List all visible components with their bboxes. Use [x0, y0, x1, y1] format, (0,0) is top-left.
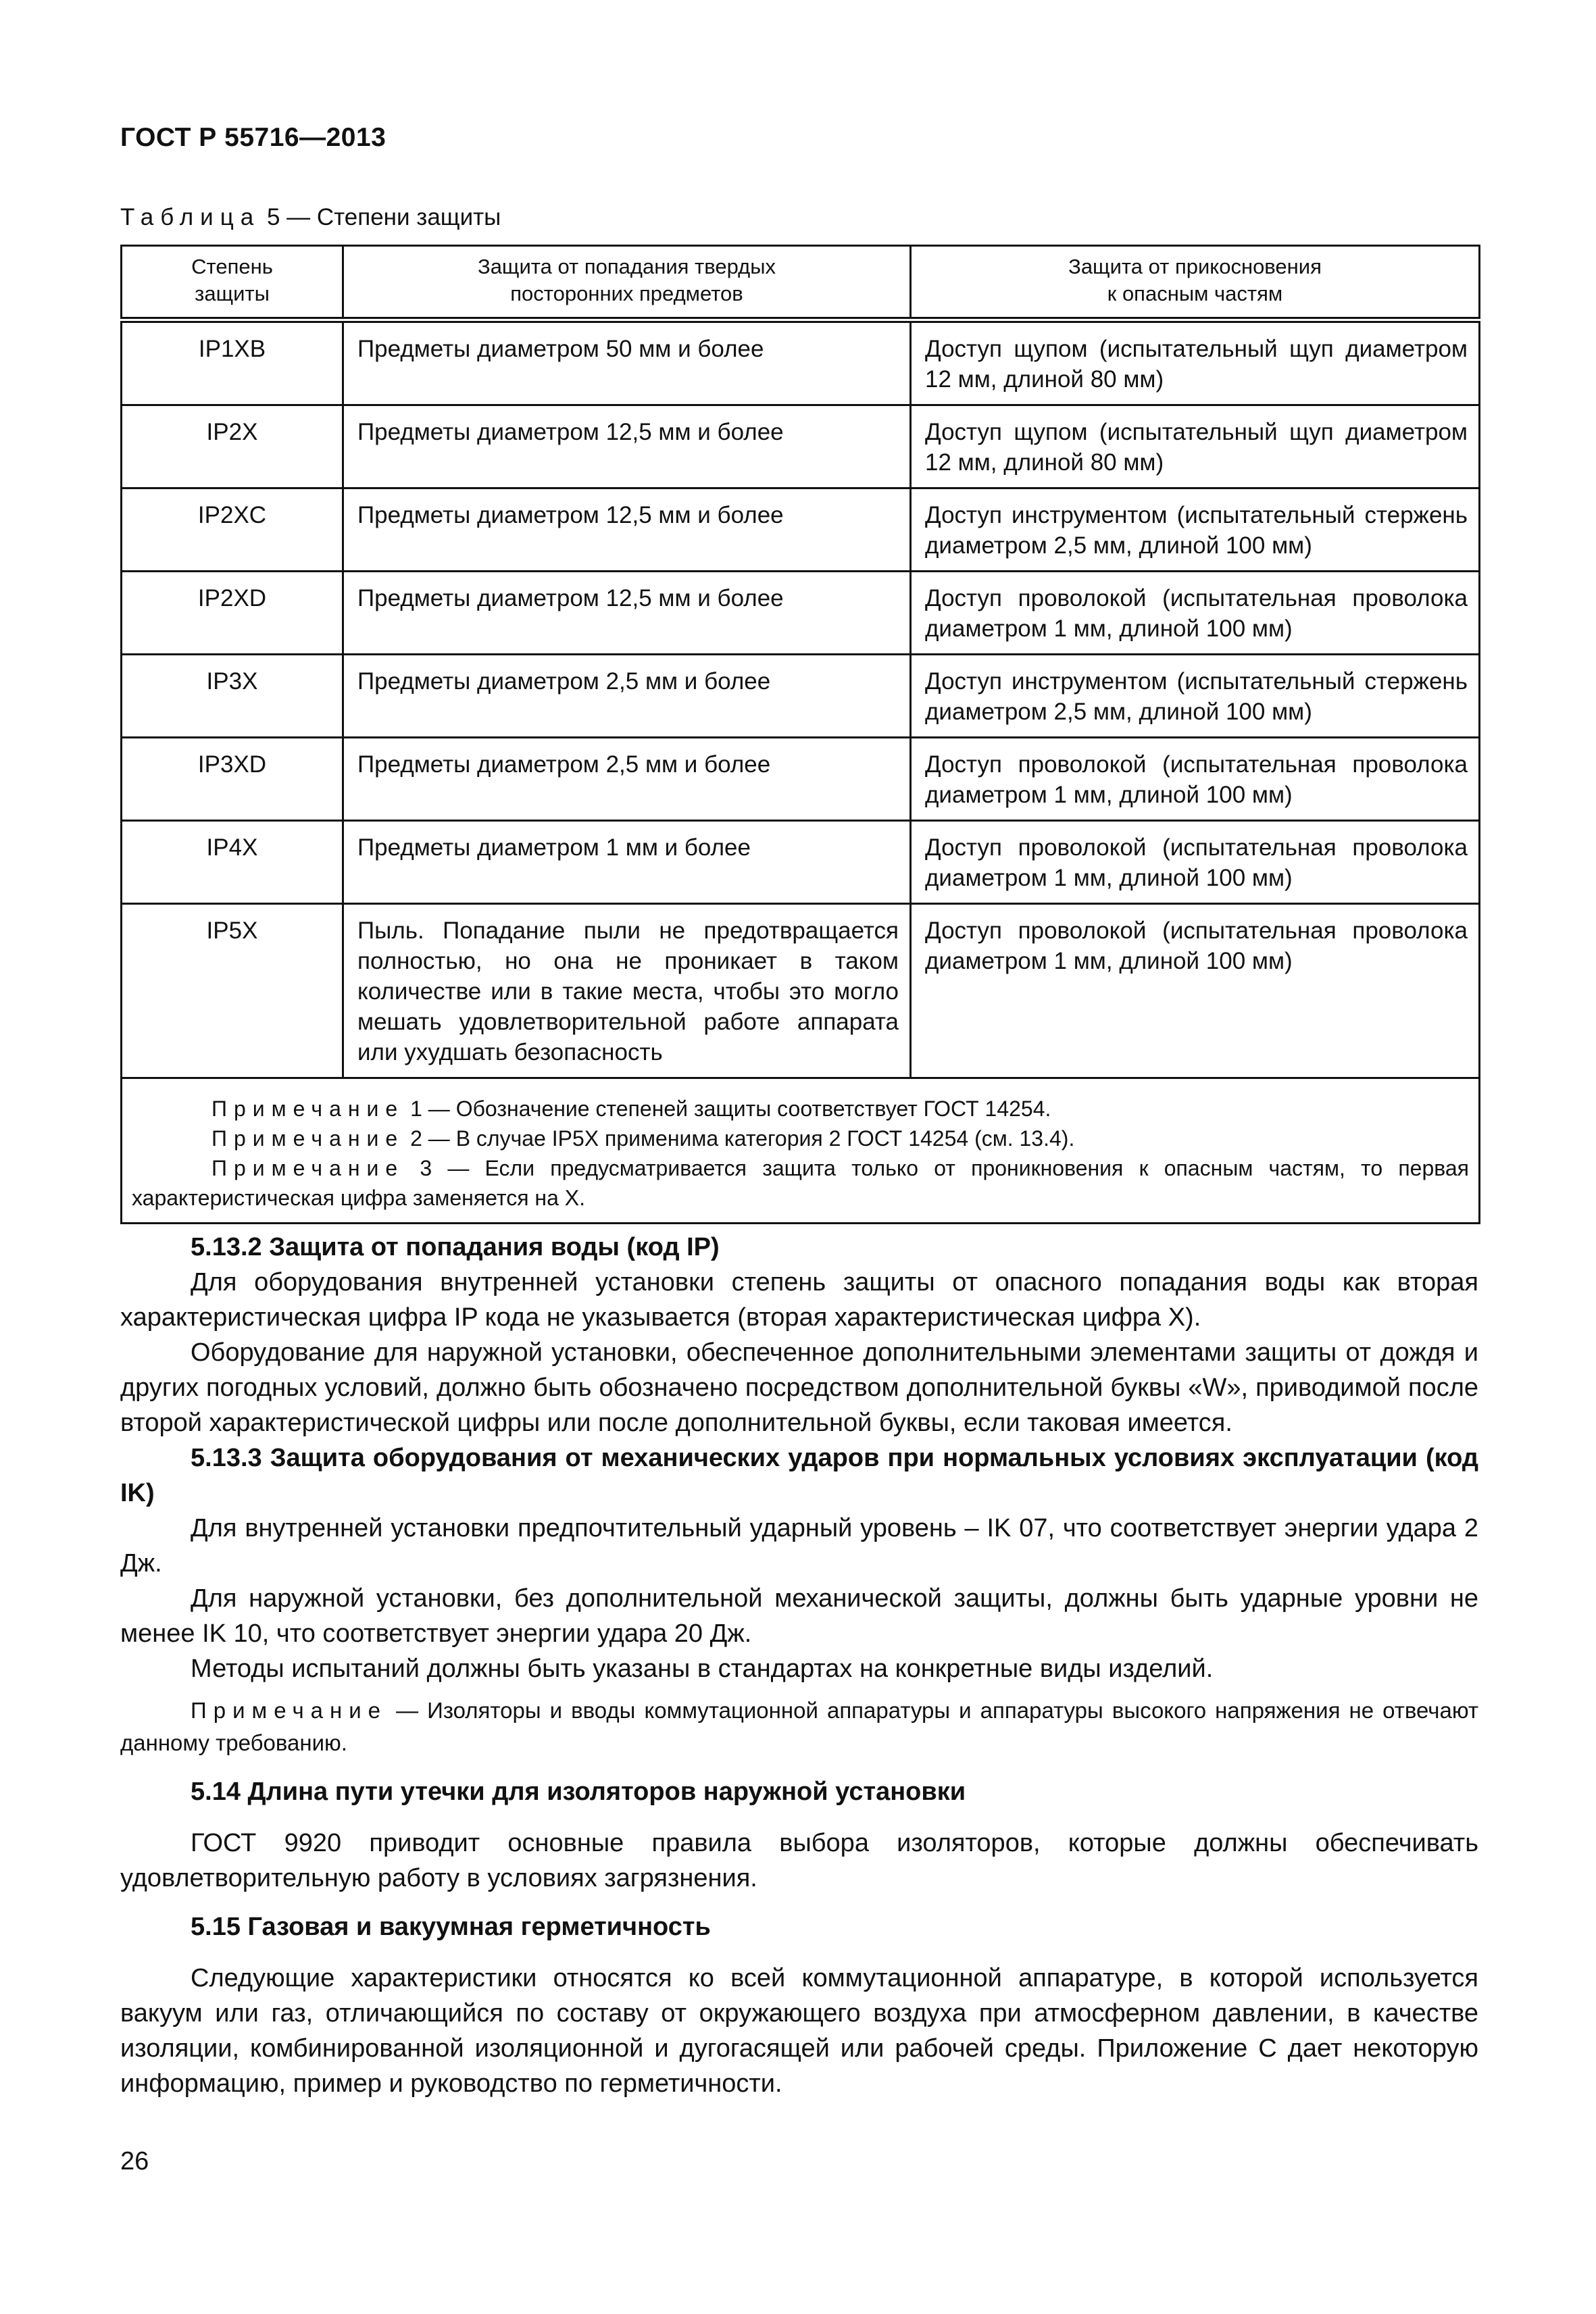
section-heading-5-15: 5.15 Газовая и вакуумная герметичность — [191, 1913, 711, 1941]
table-cell-contact: Доступ проволокой (испытательная проволока диаметром 1 мм, длиной 100 мм) — [911, 821, 1480, 904]
table-row — [122, 821, 1480, 904]
table-cell-solids: Предметы диаметром 12,5 мм и более — [343, 572, 911, 655]
column-header-solids-text: Защита от попадания твердых посторонних предметов — [477, 255, 776, 305]
table-note-text: 2 — В случае IP5X применима категория 2 ГОСТ 14254 (см. 13.4). — [404, 1126, 1075, 1151]
table-note-label: Примечание — [211, 1126, 405, 1151]
table-cell-contact: Доступ инструментом (испытательный стержень диаметром 2,5 мм, длиной 100 мм) — [911, 655, 1480, 738]
section-note-text: — Изоляторы и вводы коммутационной аппаратуры и аппаратуры высокого напряжения не отвечают данному требованию. — [120, 1698, 1478, 1755]
column-header-solids — [343, 246, 911, 320]
section-heading-5-13-3: 5.13.3 Защита оборудования от механических ударов при нормальных условиях эксплуатации (код IK) — [120, 1444, 1478, 1507]
paragraph: ГОСТ 9920 приводит основные правила выбора изоляторов, которые должны обеспечивать удовлетворительную работу в условиях загрязнения. — [120, 1829, 1478, 1892]
table-cell-contact: Доступ щупом (испытательный щуп диаметром 12 мм, длиной 80 мм) — [911, 405, 1480, 488]
paragraph: Методы испытаний должны быть указаны в стандартах на конкретные виды изделий. — [191, 1655, 1214, 1683]
paragraph: Для оборудования внутренней установки степень защиты от опасного попадания воды как вторая характеристическая цифра IP кода не указывается (вторая характеристическая цифра X). — [120, 1268, 1478, 1332]
column-header-contact-text: Защита от прикосновения к опасным частям — [1068, 255, 1322, 305]
table-row — [122, 488, 1480, 572]
table-cell-solids: Пыль. Попадание пыли не предотвращается полностью, но она не проникает в таком количестве или в такие места, чтобы это могло мешать удовлетворительной работе аппарата или ухудшать безопасность — [343, 904, 911, 1078]
column-header-degree-text: Степень защиты — [191, 255, 273, 305]
section-note — [120, 1694, 1478, 1759]
table-cell-code: IP4X — [122, 821, 343, 904]
table-cell-solids: Предметы диаметром 50 мм и более — [343, 320, 911, 405]
body-text — [120, 1230, 1478, 2101]
table-cell-code: IP5X — [122, 904, 343, 1078]
section-heading-5-13-2: 5.13.2 Защита от попадания воды (код IP) — [191, 1233, 720, 1261]
table-header-row — [122, 246, 1480, 320]
table-row — [122, 655, 1480, 738]
paragraph: Для наружной установки, без дополнительной механической защиты, должны быть ударные уровни не менее IK 10, что соответствует энергии удара 20 Дж. — [120, 1584, 1478, 1648]
protection-degrees-table — [120, 245, 1480, 1224]
column-header-contact — [911, 246, 1480, 320]
table-caption — [120, 204, 501, 231]
table-cell-code: IP1XB — [122, 320, 343, 405]
table-cell-solids: Предметы диаметром 2,5 мм и более — [343, 655, 911, 738]
table-cell-solids: Предметы диаметром 12,5 мм и более — [343, 405, 911, 488]
section-note-label: Примечание — [191, 1698, 388, 1723]
table-note-2 — [132, 1124, 1469, 1153]
table-cell-contact: Доступ инструментом (испытательный стержень диаметром 2,5 мм, длиной 100 мм) — [911, 488, 1480, 572]
paragraph: Для внутренней установки предпочтительный ударный уровень – IK 07, что соответствует энергии удара 2 Дж. — [120, 1514, 1478, 1578]
table-cell-code: IP3XD — [122, 738, 343, 821]
paragraph: Следующие характеристики относятся ко всей коммутационной аппаратуре, в которой используется вакуум или газ, отличающийся по составу от окружающего воздуха при атмосферном давлении, в качестве изоляции, комбинированной изоляционной и дугогасящей или рабочей среды. Приложение С дает некоторую информацию, пример и руководство по герметичности. — [120, 1964, 1478, 2098]
paragraph: Оборудование для наружной установки, обеспеченное дополнительными элементами защиты от дождя и других погодных условий, должно быть обозначено посредством дополнительной буквы «W», приводимой после второй характеристической цифры или после дополнительной буквы, если таковая имеется. — [120, 1338, 1478, 1437]
table-row — [122, 738, 1480, 821]
table-note-label: Примечание — [211, 1156, 405, 1180]
column-header-degree — [122, 246, 343, 320]
table-cell-contact: Доступ проволокой (испытательная проволока диаметром 1 мм, длиной 100 мм) — [911, 572, 1480, 655]
table-row — [122, 405, 1480, 488]
table-cell-contact: Доступ проволокой (испытательная проволока диаметром 1 мм, длиной 100 мм) — [911, 904, 1480, 1078]
document-header: ГОСТ Р 55716—2013 — [120, 123, 386, 152]
table-cell-solids: Предметы диаметром 2,5 мм и более — [343, 738, 911, 821]
table-cell-contact: Доступ проволокой (испытательная проволока диаметром 1 мм, длиной 100 мм) — [911, 738, 1480, 821]
table-row — [122, 904, 1480, 1078]
table-note-1 — [132, 1094, 1469, 1124]
table-caption-label: Таблица — [120, 204, 261, 230]
table-row — [122, 572, 1480, 655]
table-notes-row — [122, 1078, 1480, 1224]
table-note-text: 1 — Обозначение степеней защиты соответствует ГОСТ 14254. — [404, 1097, 1051, 1121]
table-cell-code: IP2XD — [122, 572, 343, 655]
table-row — [122, 320, 1480, 405]
section-heading-5-14: 5.14 Длина пути утечки для изоляторов наружной установки — [191, 1778, 966, 1806]
table-cell-code: IP2XC — [122, 488, 343, 572]
table-cell-solids: Предметы диаметром 1 мм и более — [343, 821, 911, 904]
table-note-3 — [132, 1153, 1469, 1213]
page-number: 26 — [120, 2147, 149, 2175]
table-cell-solids: Предметы диаметром 12,5 мм и более — [343, 488, 911, 572]
table-note-text: 3 — Если предусматривается защита только от проникновения к опасным частям, то первая характеристическая цифра заменяется на X. — [132, 1156, 1469, 1210]
table-cell-code: IP2X — [122, 405, 343, 488]
table-note-label: Примечание — [211, 1097, 405, 1121]
table-notes-cell — [122, 1078, 1480, 1224]
table-cell-contact: Доступ щупом (испытательный щуп диаметром 12 мм, длиной 80 мм) — [911, 320, 1480, 405]
table-caption-title: 5 — Степени защиты — [260, 204, 501, 230]
table-cell-code: IP3X — [122, 655, 343, 738]
